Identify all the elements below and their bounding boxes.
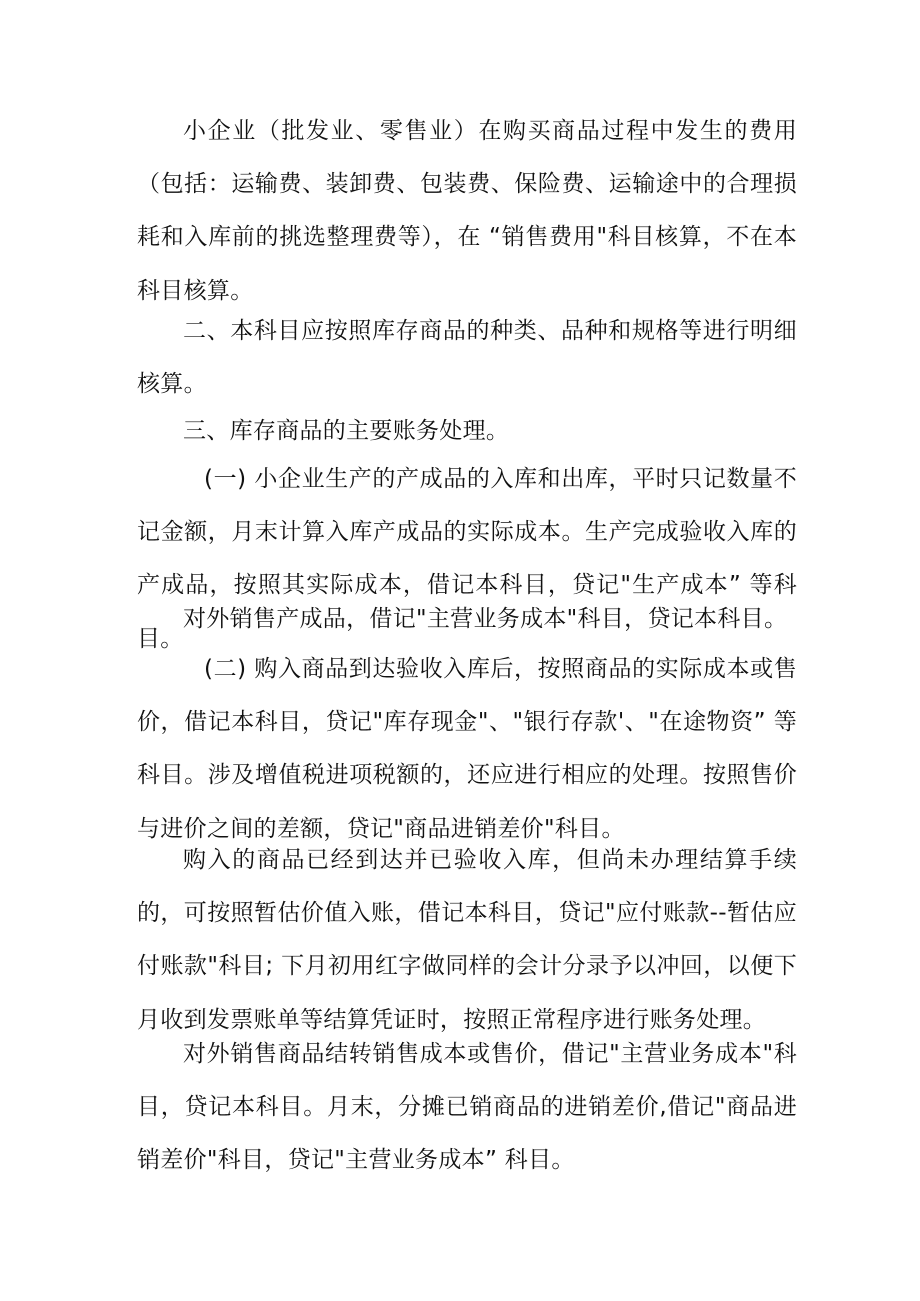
paragraph-estimated-value: 购入的商品已经到达并已验收入库，但尚未办理结算手续的，可按照暂估价值入账，借记本科目，贷记"应付账款--暂估应付账款"科目; 下月初用红字做同样的会计分录予以冲回，以便下月收到发票账单等结算凭证时，按照正常程序进行账务处理。: [137, 847, 797, 1033]
paragraph-section-two: 二、本科目应按照库存商品的种类、品种和规格等进行明细核算。: [137, 318, 797, 398]
paragraph-item-two: (二) 购入商品到达验收入库后，按照商品的实际成本或售价，借记本科目，贷记"库存现金"、"银行存款'、"在途物资” 等科目。涉及增值税进项税额的，还应进行相应的处理。按照售价与进价之间的差额，贷记"商品进销差价"科目。: [137, 656, 797, 842]
paragraph-purchase-expenses: 小企业（批发业、零售业）在购买商品过程中发生的费用（包括：运输费、装卸费、包装费、保险费、运输途中的合理损耗和入库前的挑选整理费等），在 “销售费用"科目核算，不在本科目核算。: [137, 118, 797, 304]
paragraph-goods-sales: 对外销售商品结转销售成本或售价，借记"主营业务成本"科目，贷记本科目。月末，分摊已销商品的进销差价,借记"商品进销差价"科目，贷记"主营业务成本” 科目。: [137, 1041, 797, 1174]
paragraph-product-sales: 对外销售产成品，借记"主营业务成本"科目，贷记本科目。: [183, 606, 788, 632]
paragraph-section-three: 三、库存商品的主要账务处理。: [183, 418, 510, 444]
paragraph-item-one: (一) 小企业生产的产成品的入库和出库，平时只记数量不记金额，月末计算入库产成品的实际成本。生产完成验收入库的产成品，按照其实际成本，借记本科目，贷记"生产成本” 等科目。: [137, 466, 797, 652]
